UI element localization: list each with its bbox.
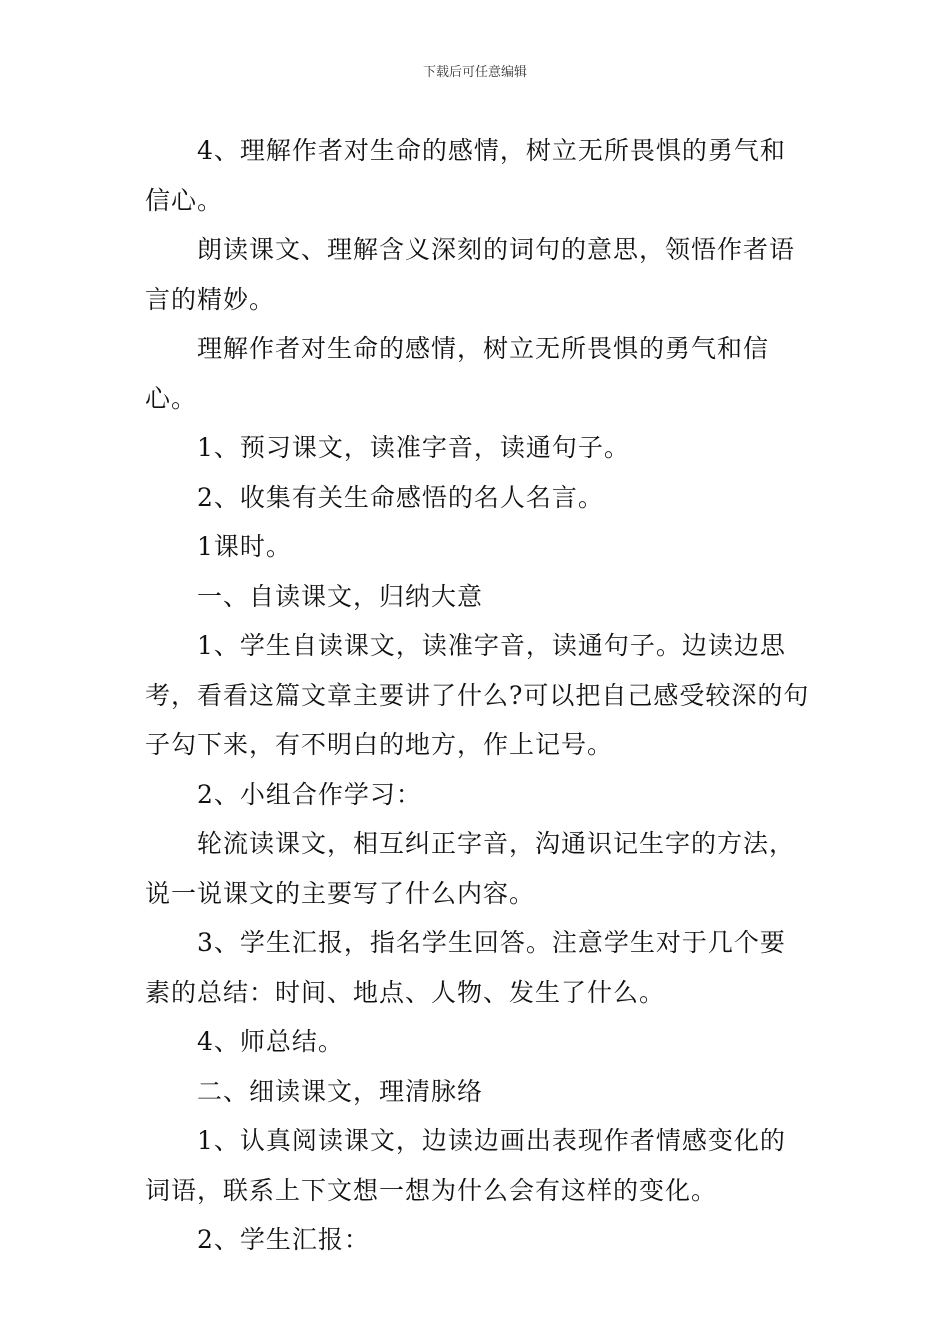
- document-body: [145, 126, 810, 1265]
- paragraph-step-1-3: 3、学生汇报，指名学生回答。注意学生对于几个要素的总结：时间、地点、人物、发生了什么。: [145, 928, 786, 1007]
- paragraph-duration: 1课时。: [197, 532, 292, 561]
- paragraph-step-2-2: 2、学生汇报：: [197, 1225, 370, 1254]
- paragraph-prep-1: 1、预习课文，读准字音，读通句子。: [197, 433, 630, 462]
- paragraph-difficulty: 理解作者对生命的感情，树立无所畏惧的勇气和信心。: [145, 334, 770, 413]
- paragraph-step-2-1: 1、认真阅读课文，边读边画出表现作者情感变化的词语，联系上下文想一想为什么会有这样的变化。: [145, 1126, 786, 1205]
- paragraph-step-1-2: 2、小组合作学习：: [197, 779, 422, 809]
- paragraph-group-work: 轮流读课文，相互纠正字音，沟通识记生字的方法，说一说课文的主要写了什么内容。: [145, 829, 796, 908]
- page-header-watermark: 下载后可任意编辑: [422, 65, 527, 80]
- section-heading-2: 二、细读课文，理清脉络: [197, 1076, 484, 1106]
- paragraph-step-1-4: 4、师总结。: [197, 1027, 344, 1056]
- paragraph-objective-4: 4、理解作者对生命的感情，树立无所畏惧的勇气和信心。: [145, 136, 786, 215]
- paragraph-prep-2: 2、收集有关生命感悟的名人名言。: [197, 482, 604, 512]
- paragraph-step-1-1: 1、学生自读课文，读准字音，读通句子。边读边思考，看看这篇文章主要讲了什么?可以把自己感受较深的句子勾下来，有不明白的地方，作上记号。: [145, 631, 810, 759]
- paragraph-key-point: 朗读课文、理解含义深刻的词句的意思，领悟作者语言的精妙。: [145, 235, 796, 314]
- section-heading-1: 一、自读课文，归纳大意: [197, 581, 484, 611]
